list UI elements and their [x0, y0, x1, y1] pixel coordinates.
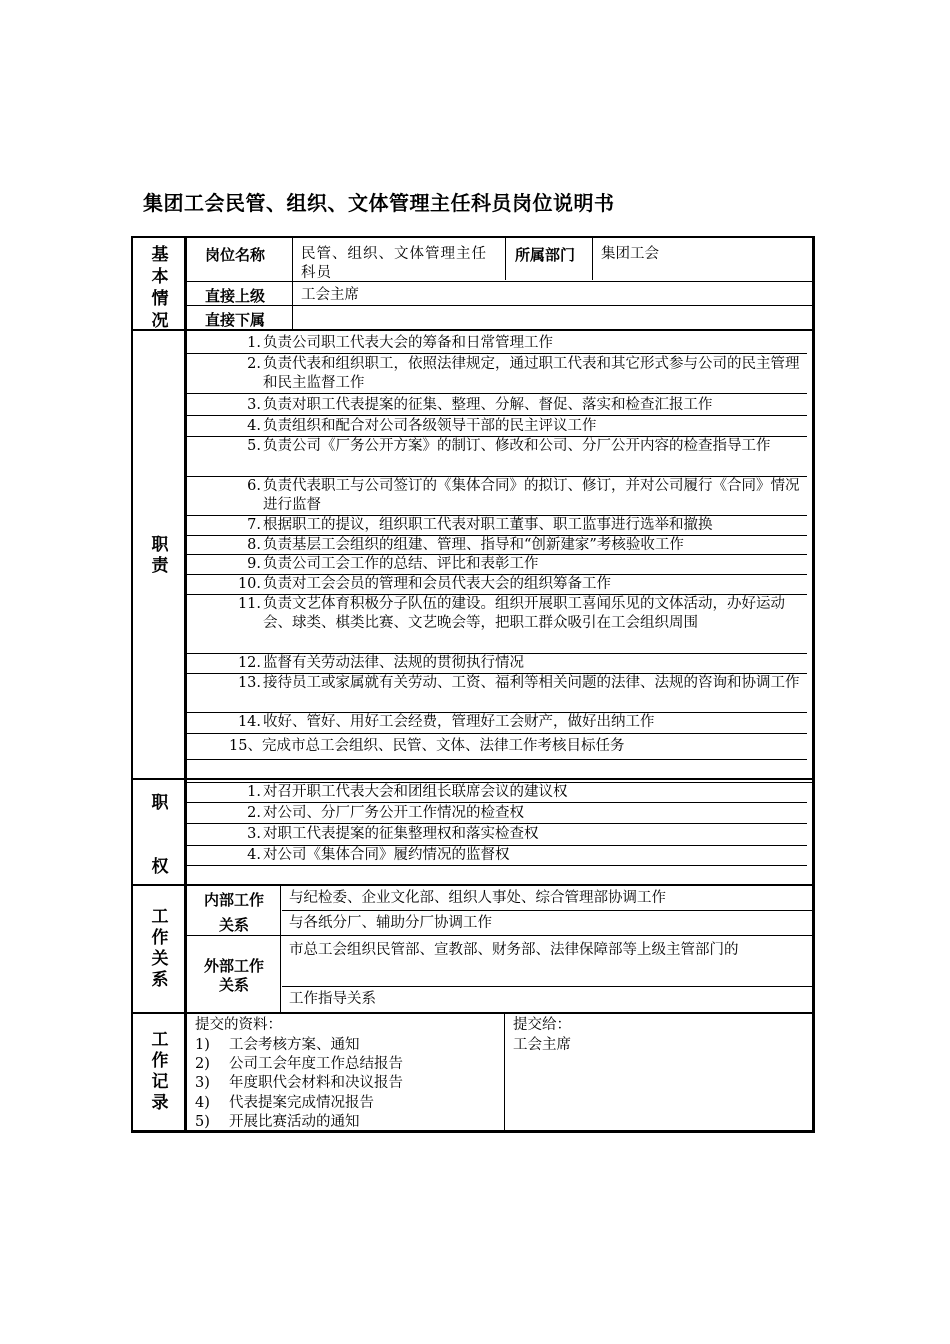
direct-superior-label: 直接上级: [205, 287, 266, 305]
duty-item: 14. 收好、管好、用好工会经费，管理好工会财产，做好出纳工作: [237, 714, 655, 730]
section-records-label: 工作记录: [151, 1030, 169, 1113]
duty-item: 2. 负责代表和组织职工，依照法律规定，通过职工代表和其它形式参与公司的民主管理和民主监督工作: [247, 356, 800, 391]
authority-item: 1. 对召开职工代表大会和团组长联席会议的建议权: [247, 784, 568, 800]
section-authority-label-bottom: 权: [151, 857, 169, 877]
duty-item: 13. 接待员工或家属就有关劳动、工资、福利等相关问题的法律、法规的咨询和协调工作: [237, 675, 800, 691]
department-value: 集团工会: [601, 246, 659, 262]
duty-item: 9. 负责公司工会工作的总结、评比和表彰工作: [247, 556, 539, 572]
direct-subordinate-label: 直接下属: [205, 311, 266, 329]
duty-item: 15、完成市总工会组织、民管、文体、法律工作考核目标任务: [229, 738, 625, 754]
internal-relation-item: 与各纸分厂、辅助分厂协调工作: [289, 915, 492, 931]
record-item: 5) 开展比赛活动的通知: [195, 1114, 360, 1130]
duty-item: 4. 负责组织和配合对公司各级领导干部的民主评议工作: [247, 418, 597, 434]
page-title: 集团工会民管、组织、文体管理主任科员岗位说明书: [143, 191, 615, 215]
external-relation-item: 工作指导关系: [289, 991, 376, 1007]
section-divider: [184, 238, 187, 1130]
section-basic-label: 基本情况: [151, 245, 169, 331]
authority-item: 3. 对职工代表提案的征集整理权和落实检查权: [247, 826, 539, 842]
internal-relations-label: 内部工作关系: [203, 891, 264, 934]
submitted-materials-label: 提交的资料：: [195, 1017, 282, 1033]
external-relation-item: 市总工会组织民管部、宣教部、财务部、法律保障部等上级主管部门的: [289, 942, 739, 958]
record-item: 3) 年度职代会材料和决议报告: [195, 1075, 403, 1091]
duty-item: 7. 根据职工的提议，组织职工代表对职工董事、职工监事进行选举和撤换: [247, 517, 713, 533]
department-label: 所属部门: [515, 246, 576, 264]
duty-item: 1. 负责公司职工代表大会的筹备和日常管理工作: [247, 335, 553, 351]
duty-item: 5. 负责公司《厂务公开方案》的制订、修改和公司、分厂公开内容的检查指导工作: [247, 438, 771, 454]
submit-to-value: 工会主席: [513, 1037, 571, 1053]
duty-item: 10. 负责对工会会员的管理和会员代表大会的组织筹备工作: [237, 576, 611, 592]
position-name-label: 岗位名称: [205, 246, 266, 264]
duty-item: 3. 负责对职工代表提案的征集、整理、分解、督促、落实和检查汇报工作: [247, 397, 713, 413]
authority-item: 4. 对公司《集体合同》履约情况的监督权: [247, 847, 510, 863]
authority-item: 2. 对公司、分厂厂务公开工作情况的检查权: [247, 805, 524, 821]
external-relations-label: 外部工作关系: [203, 957, 264, 994]
section-authority-label-top: 职: [151, 793, 169, 813]
position-name-value: 民管、组织、文体管理主任科员: [301, 246, 487, 281]
duty-item: 8. 负责基层工会组织的组建、管理、指导和“创新建家”考核验收工作: [247, 537, 684, 553]
internal-relation-item: 与纪检委、企业文化部、组织人事处、综合管理部协调工作: [289, 890, 666, 906]
section-duties-label: 职责: [151, 535, 169, 576]
record-item: 4) 代表提案完成情况报告: [195, 1095, 374, 1111]
duty-item: 12. 监督有关劳动法律、法规的贯彻执行情况: [237, 655, 524, 671]
record-item: 1) 工会考核方案、通知: [195, 1037, 360, 1053]
submit-to-label: 提交给：: [513, 1017, 571, 1033]
record-item: 2) 公司工会年度工作总结报告: [195, 1056, 403, 1072]
direct-superior-value: 工会主席: [301, 287, 359, 303]
duty-item: 11. 负责文艺体育积极分子队伍的建设。组织开展职工喜闻乐见的文体活动，办好运动会、球类、棋类比赛、文艺晚会等，把职工群众吸引在工会组织周围: [237, 596, 785, 631]
duty-item: 6. 负责代表职工与公司签订的《集体合同》的拟订、修订，并对公司履行《合同》情况进行监督: [247, 478, 800, 513]
section-relations-label: 工作关系: [151, 907, 169, 990]
